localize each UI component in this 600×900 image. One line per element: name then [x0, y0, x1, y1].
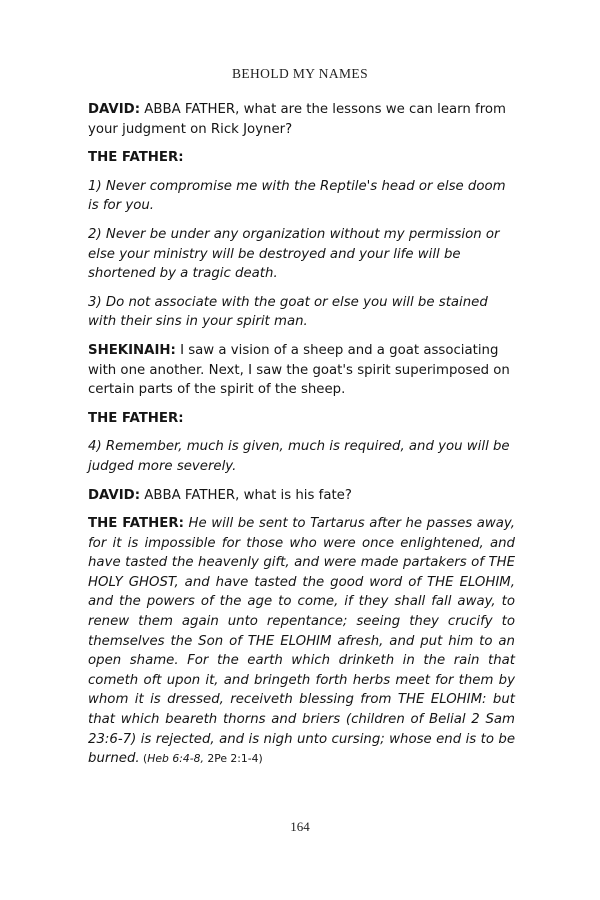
- speaker-label: THE FATHER:: [88, 516, 184, 532]
- dialogue-paragraph: [88, 341, 515, 400]
- page-body: [88, 100, 515, 778]
- dialogue-paragraph: [88, 409, 515, 429]
- lesson-text: 4) Remember, much is given, much is required, and you will be judged more severely.: [88, 439, 510, 474]
- running-header: BEHOLD MY NAMES: [231, 66, 368, 81]
- speaker-label: THE FATHER:: [88, 150, 184, 166]
- reference-2pe: 2Pe 2:1-4): [203, 752, 263, 766]
- dialogue-text: I saw a vision of a sheep and a goat associating with one another. Next, I saw the goat's spirit superimposed on certain parts of the spirit of the sheep.: [88, 342, 510, 398]
- dialogue-text: ABBA FATHER, what is his fate?: [140, 487, 352, 503]
- speaker-label: THE FATHER:: [88, 410, 184, 426]
- speaker-label: SHEKINAIH:: [88, 342, 176, 358]
- lesson-item: [88, 177, 515, 216]
- speaker-label: DAVID:: [88, 487, 141, 503]
- lesson-item: [88, 225, 515, 284]
- lesson-item: [88, 437, 515, 476]
- dialogue-paragraph: [88, 100, 515, 139]
- scripture-reference: [140, 752, 263, 765]
- reference-heb: Heb 6:4-8,: [147, 752, 204, 766]
- dialogue-text: He will be sent to Tartarus after he passes away, for it is impossible for those who were once enlightened, and have tasted the heavenly gift, and were made partakers of THE HOLY GHOST, and have tasted the good word of THE ELOHIM, and the powers of the age to come, if they shall fall away, to renew them again unto repentance; seeing they crucify to themselves the Son of THE ELOHIM afresh, and put him to an open shame. For the earth which drinketh in the rain that cometh oft upon it, and bringeth forth herbs meet for them by whom it is dressed, receiveth blessing from THE ELOHIM: but that which beareth thorns and briers (children of Belial 2 Sam 23:6-7) is rejected, and is nigh unto cursing; whose end is to be burned.: [88, 516, 515, 767]
- reference-open: (: [139, 752, 148, 766]
- dialogue-text: ABBA FATHER, what are the lessons we can learn from your judgment on Rick Joyner?: [88, 102, 506, 137]
- lesson-text: 3) Do not associate with the goat or else you will be stained with their sins in your spirit man.: [88, 294, 488, 330]
- dialogue-paragraph: [88, 514, 515, 769]
- lesson-item: [88, 293, 515, 332]
- lesson-text: 1) Never compromise me with the Reptile's head or else doom is for you.: [88, 178, 506, 214]
- dialogue-paragraph: [88, 148, 515, 168]
- speaker-label: DAVID:: [88, 102, 141, 117]
- dialogue-paragraph: [88, 486, 515, 506]
- lesson-text: 2) Never be under any organization without my permission or else your ministry will be destroyed and your life will be shortened by a tragic death.: [88, 226, 500, 282]
- page-number: 164: [290, 819, 310, 834]
